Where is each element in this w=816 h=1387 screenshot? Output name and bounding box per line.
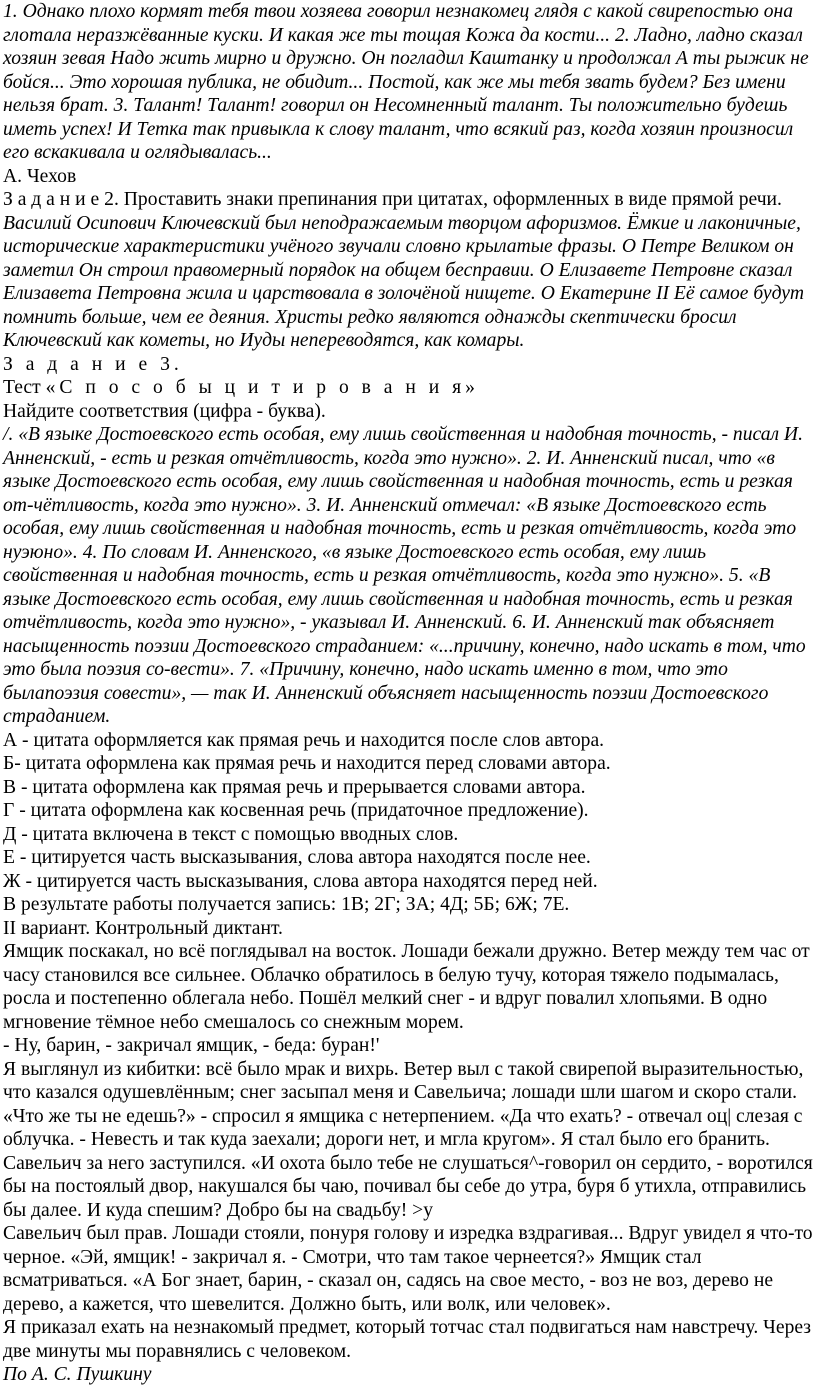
option-v: В - цитата оформлена как прямая речь и прерывается словами автора. — [3, 776, 586, 798]
option-b: Б- цитата оформлена как прямая речь и находится перед словами автора. — [3, 753, 611, 774]
test-result: В результате работы получается запись: 1В; 2Г; ЗА; 4Д; 5Б; 6Ж; 7Е. — [3, 894, 570, 915]
test-instruction: Найдите соответствия (цифра - буква). — [3, 400, 326, 422]
task2-heading-text: 2. Проставить знаки препинания при цитатах, оформленных в виде прямой речи. — [99, 189, 782, 210]
dictation-source: По А. С. Пушкину — [3, 1364, 152, 1385]
test-items: /. «В языке Достоевского есть особая, ему лишь свойственная и надобная точность, - писал И. Анненский, - есть и резкая отчётливость, когда это нужно». 2. И. Анненский писал, что «в языке Достоевского есть особая, ему лишь свойственная и надобная точность, есть и резкая от-чётливость, когда это нужно». 3. И. Анненский отмечал: «В языке Достоевского есть особая, ему лишь свойственная и надобная точность, есть и резкая отчётливость, когда это нуэюно». 4. По словам И. Анненского, «в языке Достоевского есть особая, ему лишь свойственная и надобная точность, есть и резкая отчётливость, когда это нужно». 5. «В языке Достоевского есть особая, ему лишь свойственная и надобная точность, есть и резкая отчётливость, когда это нужно», - указывал И. Анненский. 6. И. Анненский так объясняет насыщенность поэзии Достоевского страданием: «...причину, конечно, надо искать в том, что это была поэзия со-вести». 7. «Причину, конечно, надо искать именно в том, что это былапоэзия совести», — так И. Анненский объясняет насыщенность поэзии Достоевского страданием. — [3, 424, 806, 727]
task2-text: Василий Осипович Ключевский был неподражаемым творцом афоризмов. Ёмкие и лаконичные, исторические характеристики учёного звучали словно крылатые фразы. О Петре Великом он заметил Он строил правомерный порядок на общем бесправии. О Елизавете Петровне сказал Елизавета Петровна жила и царствовала в золочёной нищете. О Екатерине II Её самое будут помнить больше, чем ее деяния. Христы редко являются однажды скептически бросил Ключевский как кометы, но Иуды непереводятся, как комары. — [3, 212, 805, 351]
task1-author: А. Чехов — [3, 165, 77, 187]
task1-text: 1. Однако плохо кормят тебя твои хозяева говорил незнакомец глядя с какой свирепостью она глотала неразжёванные куски. И какая же ты тощая Кожа да кости... 2. Ладно, ладно сказал хозяин зевая Надо жить мирно и дружно. Он погладил Каштанку и продолжал А ты рыжик не бойся... Это хорошая публика, не обидит... Постой, как же мы тебя звать будем? Без имени нельзя брат. 3. Талант! Талант! говорил он Несомненный талант. Ты положительно будешь иметь успех! И Тетка так привыкла к слову талант, что всякий раз, когда хозяин произносил его вскакивала и оглядывалась... — [3, 1, 809, 163]
test-title: «С п о с о б ы ц и т и р о в а н и я» — [45, 377, 479, 398]
task3-heading: З а д а н и е 3. — [3, 353, 183, 375]
dictation-paragraph: Я выглянул из кибитки: всё было мрак и вихрь. Ветер выл с такой свирепой выразительностью, что казался одушевлённым; снег засыпал меня и Савельича; лошади шли шагом и скоро стали. «Что же ты не едешь?» - спросил я ямщика с нетерпением. «Да что ехать? - отвечал оц| слезая с облучка. - Невесть и так куда заехали; дороги нет, и мгла кругом». Я стал было его бранить. Савельич за него заступился. «И охота было тебе не слушаться^-говорил он сердито, - воротился бы на постоялый двор, накушался бы чаю, почивал бы себе до утра, буря б утихла, отправились бы далее. И куда спешим? Добро бы на свадьбу! >у — [3, 1058, 813, 1221]
option-e: Е - цитируется часть высказывания, слова автора находятся после нее. — [3, 847, 591, 868]
option-zh: Ж - цитируется часть высказывания, слова автора находятся перед ней. — [3, 870, 598, 892]
option-a: А - цитата оформляется как прямая речь и находится после слов автора. — [3, 729, 605, 751]
dictation-paragraph: - Ну, барин, - закричал ямщик, - беда: буран!' — [3, 1035, 380, 1056]
option-d: Д - цитата включена в текст с помощью вводных слов. — [3, 823, 459, 845]
task2-heading — [3, 188, 814, 212]
dictation-paragraph: Я приказал ехать на незнакомый предмет, который тотчас стал подвигаться нам навстречу. Через две минуты мы поравнялись с человеком. — [3, 1317, 812, 1362]
test-title-line — [3, 376, 814, 400]
dictation-paragraph: Ямщик поскакал, но всё поглядывал на восток. Лошади бежали дружно. Ветер между тем час от часу становился все сильнее. Облачко обратилось в белую тучу, которая тяжело подымалась, росла и постепенно облегала небо. Пошёл мелкий снег - и вдруг повалил хлопьями. В одно мгновение тёмное небо смешалось со снежным морем. — [3, 941, 810, 1033]
dictation-paragraph: Савельич был прав. Лошади стояли, понуря голову и изредка вздрагивая... Вдруг увидел я что-то черное. «Эй, ямщик! - закричал я. - Смотри, что там такое чернеется?» Ямщик стал всматриваться. «А Бог знает, барин, - сказал он, садясь на свое место, - воз не воз, дерево не дерево, а кажется, что шевелится. Должно быть, или волк, или человек». — [3, 1223, 813, 1315]
task2-label: З а д а н и е — [3, 189, 100, 210]
option-g: Г - цитата оформлена как косвенная речь (придаточное предложение). — [3, 800, 589, 821]
dictation-title: II вариант. Контрольный диктант. — [3, 917, 283, 939]
test-prefix: Тест — [3, 377, 46, 398]
